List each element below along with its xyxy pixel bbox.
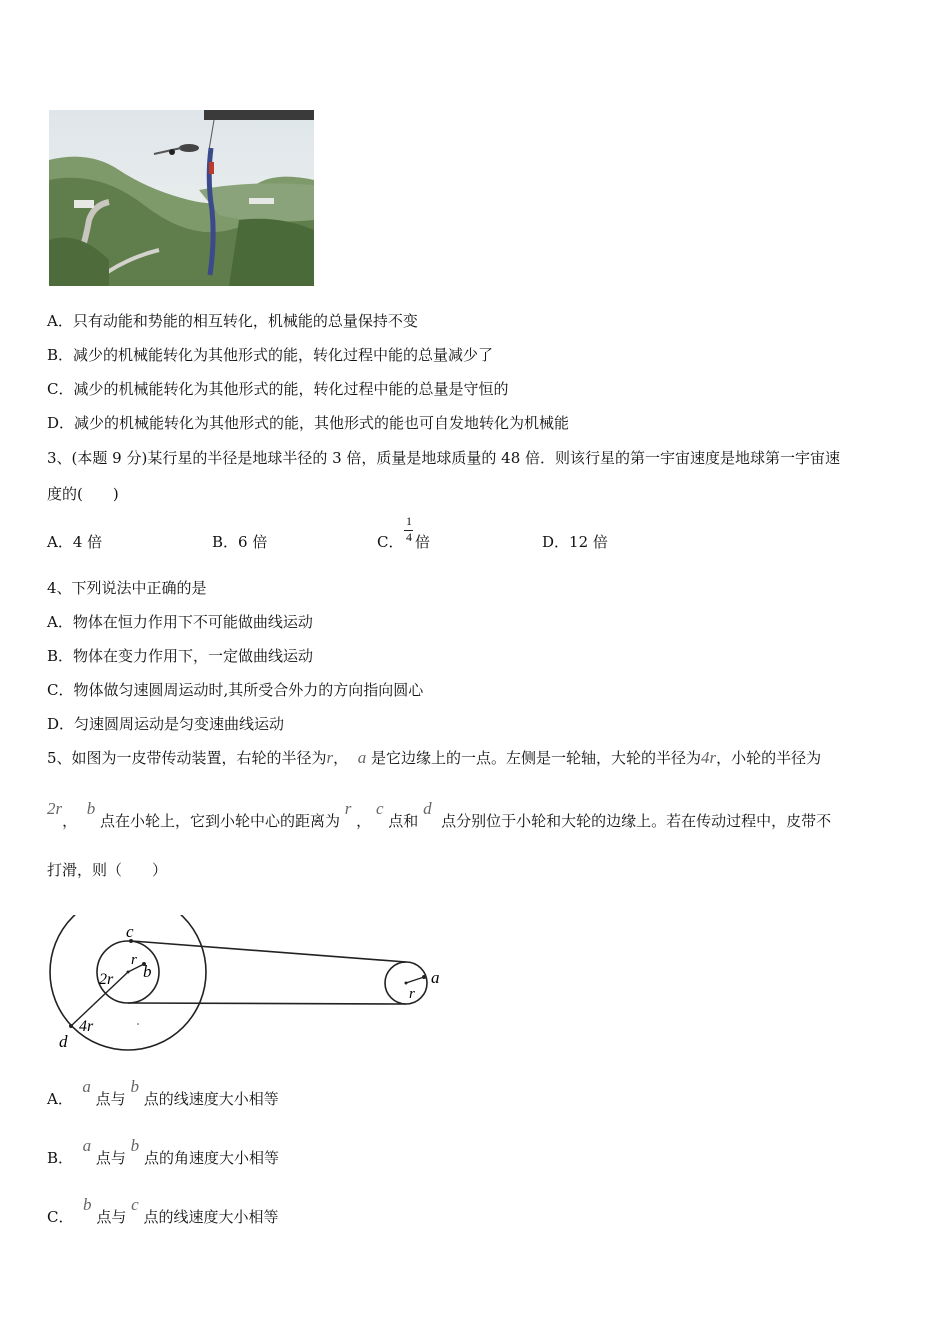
- var-c: c: [375, 799, 384, 818]
- q2-option-a[interactable]: A．只有动能和势能的相互转化，机械能的总量保持不变: [47, 312, 418, 330]
- label-b: b: [143, 962, 152, 981]
- q5-text: ，: [333, 749, 349, 767]
- var-a: a: [82, 1077, 91, 1096]
- var-4r: 4r: [701, 748, 717, 767]
- var-b: b: [130, 1136, 140, 1155]
- q5-option-a[interactable]: [47, 1077, 279, 1109]
- q3-option-a[interactable]: A．4 倍: [47, 533, 103, 551]
- point-a: [422, 975, 426, 979]
- label-4r: 4r: [79, 1018, 94, 1035]
- var-2r: 2r: [47, 799, 63, 818]
- q5-text: 是它边缘上的一点。左侧是一轮轴，大轮的半径为: [371, 749, 702, 767]
- belt-drive-diagram: [40, 915, 460, 1055]
- q5-opt-text: 点与: [96, 1208, 127, 1226]
- option-label: A．: [47, 1090, 73, 1108]
- var-a: a: [82, 1136, 92, 1155]
- fraction-numerator: 1: [406, 514, 412, 528]
- var-d: d: [423, 799, 432, 818]
- q5-text: 点和: [388, 812, 419, 830]
- bungee-photo: [49, 110, 314, 286]
- belt-bottom: [128, 1003, 406, 1004]
- label-d: d: [59, 1032, 68, 1051]
- q5-opt-text: 点与: [95, 1149, 126, 1167]
- var-b: b: [83, 1195, 92, 1214]
- q5-option-c[interactable]: [47, 1195, 279, 1227]
- q3-option-c-label: C．: [377, 533, 404, 551]
- var-b: b: [130, 1077, 139, 1096]
- var-a: a: [357, 748, 367, 767]
- label-r-small: r: [131, 952, 137, 968]
- label-c: c: [126, 922, 134, 941]
- q2-option-c[interactable]: C．减少的机械能转化为其他形式的能，转化过程中能的总量是守恒的: [47, 380, 509, 398]
- q5-text: ，小轮的半径为: [716, 749, 822, 767]
- var-r: r: [326, 748, 334, 767]
- q5-stem-line3: 打滑，则（ ）: [47, 861, 168, 879]
- q4-option-b[interactable]: B．物体在变力作用下，一定做曲线运动: [47, 647, 314, 665]
- q3-option-c-suffix: 倍: [415, 533, 431, 551]
- dot-mark: [137, 1023, 139, 1025]
- q5-text: 点分别位于小轮和大轮的边缘上。若在传动过程中，皮带不: [441, 812, 832, 830]
- q4-option-c[interactable]: C．物体做匀速圆周运动时,其所受合外力的方向指向圆心: [47, 681, 424, 699]
- center-right: [405, 982, 408, 985]
- fraction-denominator: 4: [406, 530, 412, 544]
- var-r: r: [344, 799, 352, 818]
- q3-option-b[interactable]: B．6 倍: [212, 533, 268, 551]
- q5-opt-text: 点与: [95, 1090, 126, 1108]
- label-r-right: r: [409, 986, 415, 1002]
- q2-option-b[interactable]: B．减少的机械能转化为其他形式的能，转化过程中能的总量减少了: [47, 346, 494, 364]
- q5-opt-text: 点的角速度大小相等: [143, 1149, 279, 1167]
- label-2r: 2r: [99, 971, 114, 988]
- q5-opt-text: 点的线速度大小相等: [143, 1208, 279, 1226]
- q5-text: ，: [62, 812, 78, 830]
- label-a: a: [431, 968, 440, 987]
- q3-option-c[interactable]: [377, 514, 447, 554]
- q5-text: 5、如图为一皮带传动装置，右轮的半径为: [47, 749, 327, 767]
- center-left: [127, 971, 130, 974]
- q4-option-a[interactable]: A．物体在恒力作用下不可能做曲线运动: [47, 613, 313, 631]
- var-b: b: [86, 799, 96, 818]
- q3-option-d[interactable]: D．12 倍: [542, 533, 608, 551]
- q3-stem-line1: 3、(本题 9 分)某行星的半径是地球半径的 3 倍，质量是地球质量的 48 倍．则该行星的第一宇宙速度是地球第一宇宙速: [47, 449, 841, 467]
- point-d: [69, 1024, 73, 1028]
- q5-text: ，: [356, 812, 372, 830]
- q5-opt-text: 点的线速度大小相等: [143, 1090, 279, 1108]
- var-c: c: [131, 1195, 139, 1214]
- q5-stem-line1: [47, 748, 821, 768]
- q5-option-b[interactable]: [47, 1136, 279, 1168]
- option-label: B．: [47, 1149, 74, 1167]
- q5-stem-line2: [47, 799, 832, 831]
- radius-line-a: [406, 977, 424, 983]
- belt-top: [132, 941, 406, 962]
- q4-option-d[interactable]: D．匀速圆周运动是匀变速曲线运动: [47, 715, 285, 733]
- q3-stem-line2: 度的( ): [47, 485, 119, 503]
- q5-text: 点在小轮上，它到小轮中心的距离为: [99, 812, 340, 830]
- q2-option-d[interactable]: D．减少的机械能转化为其他形式的能，其他形式的能也可自发地转化为机械能: [47, 414, 570, 432]
- q4-stem: 4、下列说法中正确的是: [47, 579, 207, 597]
- option-label: C．: [47, 1208, 74, 1226]
